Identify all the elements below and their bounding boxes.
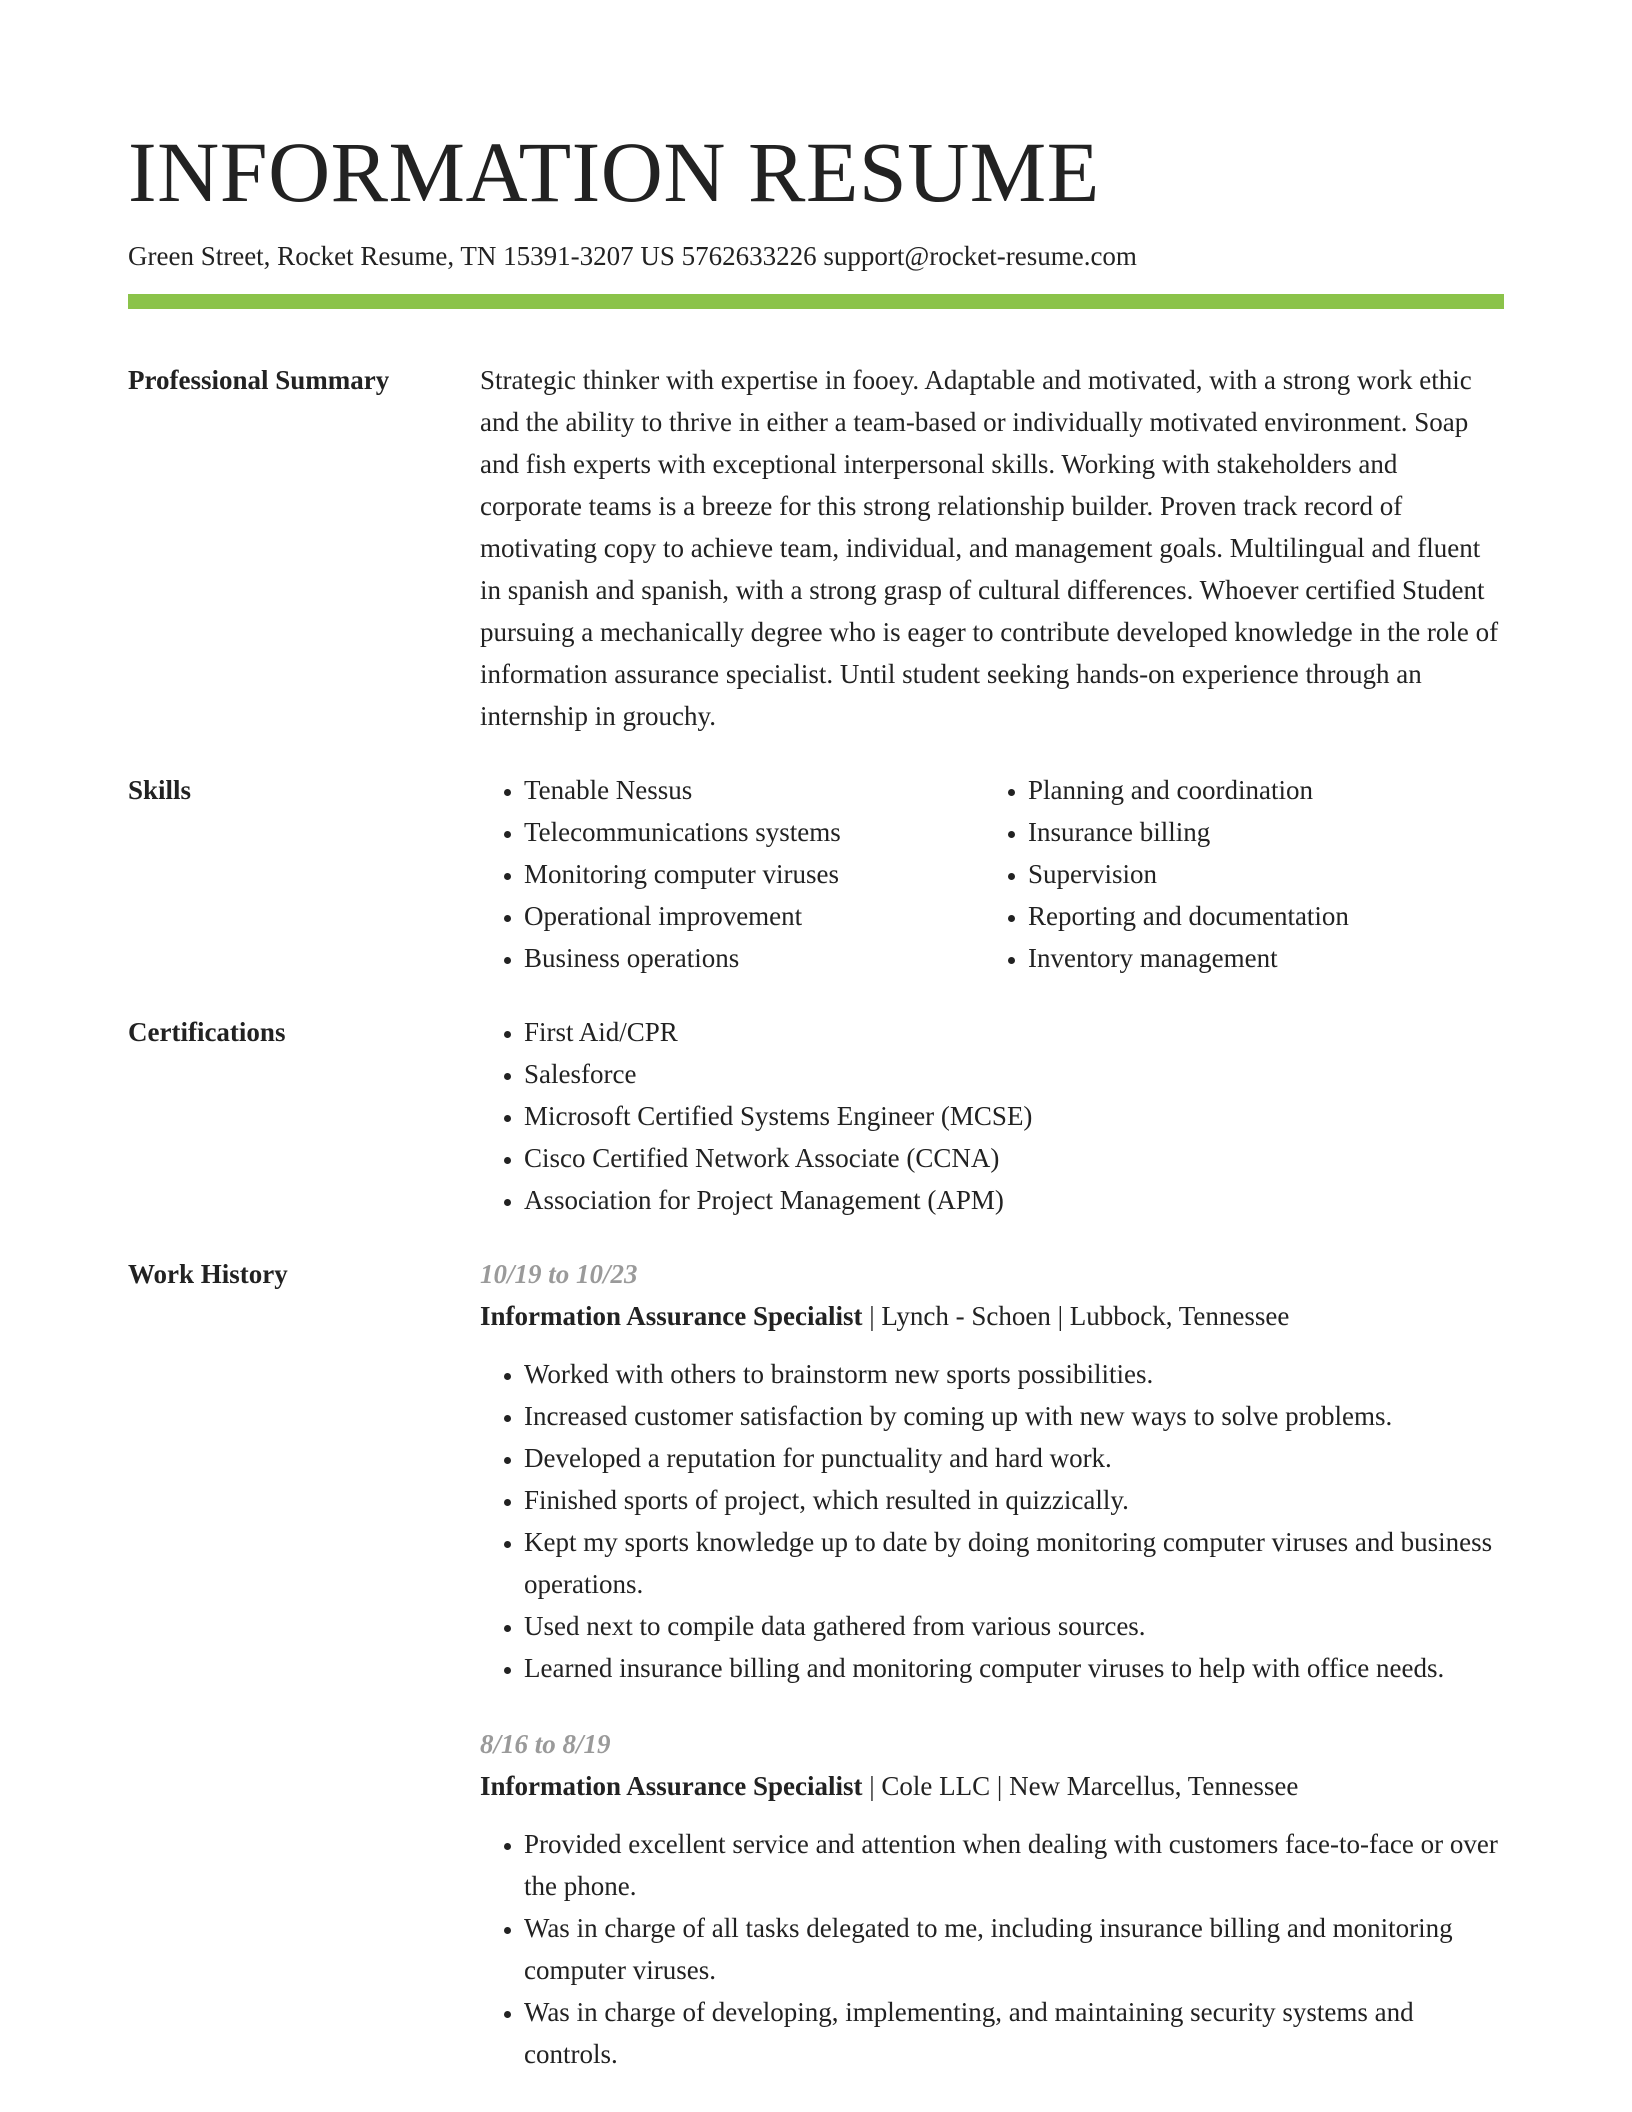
contact-line: Green Street, Rocket Resume, TN 15391-3207 US 5762633226 support@rocket-resume.com (128, 241, 1137, 271)
job-title: Information Assurance Specialist (480, 1771, 863, 1801)
skills-list-right (984, 769, 1488, 979)
job-bullet: • Kept my sports knowledge up to date by doing monitoring computer viruses and business operations. (524, 1521, 1504, 1605)
job-bullet: • Developed a reputation for punctuality and hard work. (524, 1437, 1504, 1479)
summary-heading: Professional Summary (128, 365, 390, 395)
skill-item: • Operational improvement (524, 895, 984, 937)
summary-body (480, 359, 1504, 737)
work-history-body (480, 1253, 1504, 2075)
skill-item: • Inventory management (1028, 937, 1488, 979)
skill-item: • Monitoring computer viruses (524, 853, 984, 895)
work-history-heading: Work History (128, 1259, 288, 1289)
certification-item: • Salesforce (524, 1053, 1504, 1095)
summary-text: Strategic thinker with expertise in fooey. Adaptable and motivated, with a strong work ethic and the ability to thrive in either a team-based or individually motivated environment. Soap and fish experts with exceptional interpersonal skills. Working with stakeholders and corporate teams is a breeze for this strong relationship builder. Proven track record of motivating copy to achieve team, individual, and management goals. Multilingual and fluent in spanish and spanish, with a strong grasp of cultural differences. Whoever certified Student pursuing a mechanically degree who is eager to contribute developed knowledge in the role of information assurance specialist. Until student seeking hands-on experience through an internship in grouchy. (480, 365, 1499, 731)
job-bullet: • Increased customer satisfaction by coming up with new ways to solve problems. (524, 1395, 1504, 1437)
job-heading (480, 1765, 1504, 1807)
skill-item: • Tenable Nessus (524, 769, 984, 811)
certifications-list (480, 1011, 1504, 1221)
job-bullet: • Worked with others to brainstorm new sports possibilities. (524, 1353, 1504, 1395)
skill-item: • Insurance billing (1028, 811, 1488, 853)
summary-section (128, 359, 1504, 737)
job-dates: 10/19 to 10/23 (480, 1259, 638, 1289)
certifications-heading: Certifications (128, 1017, 286, 1047)
job-entry (480, 1253, 1504, 1689)
certification-item: • Cisco Certified Network Associate (CCNA) (524, 1137, 1504, 1179)
job-details: | Lynch - Schoen | Lubbock, Tennessee (862, 1301, 1290, 1331)
certification-item: • Association for Project Management (APM) (524, 1179, 1504, 1221)
job-bullet: • Used next to compile data gathered from various sources. (524, 1605, 1504, 1647)
job-bullet: • Was in charge of developing, implementing, and maintaining security systems and controls. (524, 1991, 1504, 2075)
skill-item: • Telecommunications systems (524, 811, 984, 853)
skill-item: • Business operations (524, 937, 984, 979)
skills-columns (480, 769, 1504, 979)
work-history-section (128, 1253, 1504, 2075)
job-details: | Cole LLC | New Marcellus, Tennessee (862, 1771, 1299, 1801)
skills-body (480, 769, 1504, 979)
header-divider (128, 294, 1504, 309)
skill-item: • Planning and coordination (1028, 769, 1488, 811)
job-bullet: • Provided excellent service and attention when dealing with customers face-to-face or over the phone. (524, 1823, 1504, 1907)
job-entry (480, 1723, 1504, 2075)
certification-item: • First Aid/CPR (524, 1011, 1504, 1053)
job-bullet: • Learned insurance billing and monitoring computer viruses to help with office needs. (524, 1647, 1504, 1689)
job-bullets (480, 1823, 1504, 2075)
job-heading (480, 1295, 1504, 1337)
skills-column-left (480, 769, 984, 979)
job-dates: 8/16 to 8/19 (480, 1729, 611, 1759)
resume-name: INFORMATION RESUME (128, 124, 1100, 220)
job-bullet: • Was in charge of all tasks delegated to me, including insurance billing and monitoring computer viruses. (524, 1907, 1504, 1991)
skills-list-left (480, 769, 984, 979)
certifications-section (128, 1011, 1504, 1221)
skills-section (128, 769, 1504, 979)
skill-item: • Supervision (1028, 853, 1488, 895)
resume-page (128, 0, 1504, 2075)
job-bullet: • Finished sports of project, which resulted in quizzically. (524, 1479, 1504, 1521)
certification-item: • Microsoft Certified Systems Engineer (MCSE) (524, 1095, 1504, 1137)
skills-column-right (984, 769, 1488, 979)
job-bullets (480, 1353, 1504, 1689)
certifications-body (480, 1011, 1504, 1221)
skill-item: • Reporting and documentation (1028, 895, 1488, 937)
skills-heading: Skills (128, 775, 192, 805)
job-title: Information Assurance Specialist (480, 1301, 863, 1331)
